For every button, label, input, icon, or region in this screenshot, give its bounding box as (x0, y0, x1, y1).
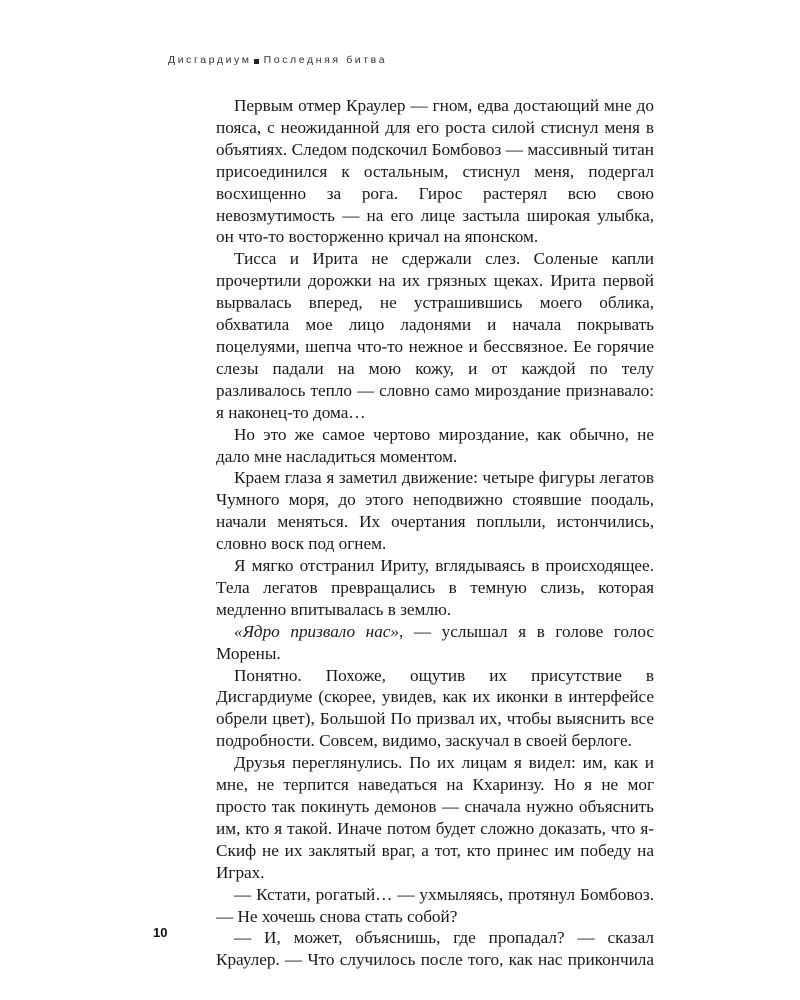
paragraph-7: Понятно. Похоже, ощутив их присутствие в Дисгардиуме (скорее, увидев, как их иконки в интерфейсе обрели цвет), Большой По призвал их, чтобы выяснить все подробности. Совсем, видимо, заскучал в своей берлоге. (216, 665, 654, 751)
running-head-separator (254, 59, 259, 64)
paragraph-10: — И, может, объяснишь, где пропадал? — сказал Краулер. — Что случилось после того, как нас прикончила (216, 928, 654, 970)
paragraph-6 (216, 621, 654, 665)
paragraph-9: — Кстати, рогатый… — ухмыляясь, протянул Бомбовоз. — Не хочешь снова стать собой? (216, 884, 654, 926)
paragraph-6-text: , — услышал я в голове голос Морены. (216, 621, 654, 663)
paragraph-4: Краем глаза я заметил движение: четыре фигуры легатов Чумного моря, до этого неподвижно стоявшие поодаль, начали меняться. Их очертания поплыли, истончились, словно воск под огнем. (216, 468, 654, 554)
telepathic-quote: «Ядро призвало нас» (234, 621, 400, 641)
paragraph-3: Но это же самое чертово мироздание, как обычно, не дало мне насладиться моментом. (216, 424, 654, 466)
page-number: 10 (153, 925, 168, 940)
running-head (168, 54, 387, 66)
running-head-title: Последняя битва (263, 54, 388, 66)
body-text (216, 95, 654, 971)
paragraph-1: Первым отмер Краулер — гном, едва достающий мне до пояса, с неожиданной для его роста силой стиснул меня в объятиях. Следом подскочил Бомбовоз — массивный титан присоединился к остальным, стиснул меня, подергал восхищенно за рога. Гирос растерял всю свою невозмутимость — на его лице застыла широкая улыбка, он что-то восторженно кричал на японском. (216, 96, 654, 247)
paragraph-8: Друзья переглянулись. По их лицам я видел: им, как и мне, не терпится наведаться на Кхаринзу. Но я не мог просто так покинуть демонов — сначала нужно объяснить им, кто я такой. Иначе потом будет сложно доказать, что я-Скиф не их заклятый враг, а тот, кто принес им победу на Играх. (216, 753, 654, 882)
running-head-series: Дисгардиум (168, 54, 252, 66)
paragraph-2: Тисса и Ирита не сдержали слез. Соленые капли прочертили дорожки на их грязных щеках. Ирита первой вырвалась вперед, не устрашившись моего облика, обхватила мое лицо ладонями и начала покрывать поцелуями, шепча что-то нежное и бессвязное. Ее горячие слезы падали на мою кожу, и от каждой по телу разливалось тепло — словно само мироздание признавало: я наконец-то дома… (216, 249, 654, 422)
paragraph-5: Я мягко отстранил Ириту, вглядываясь в происходящее. Тела легатов превращались в темную слизь, которая медленно впитывалась в землю. (216, 556, 654, 619)
